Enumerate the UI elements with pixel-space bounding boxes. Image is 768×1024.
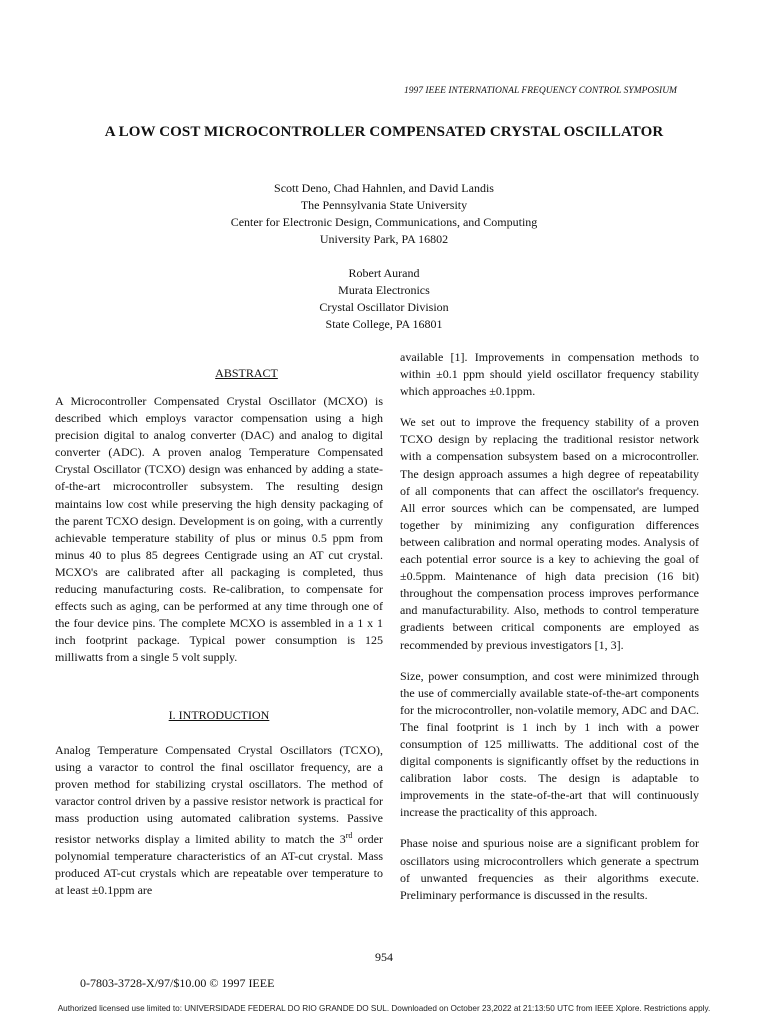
author-line: Scott Deno, Chad Hahnlen, and David Landis [274, 181, 494, 195]
paragraph: We set out to improve the frequency stability of a proven TCXO design by replacing the traditional resistor network with a compensation subsystem based on a microcontroller. The design approach assumes a high degree of repeatability of all components that can affect the oscillator's frequency. All error sources which can be compensated, are lumped together by minimizing any configuration differences between calibration and normal operating modes. Analysis of each potential error source is a key to achieving the goal of ±0.5ppm. Maintenance of high data precision (16 bit) throughout the compensation process improves performance and manufacturability. Also, methods to control temperature gradients between critical components are employed as recommended by previous investigators [1, 3]. [400, 415, 699, 652]
paragraph: available [1]. Improvements in compensation methods to within ±0.1 ppm should yield oscillator frequency stability which approaches ±0.1ppm. [400, 350, 699, 399]
license-footer: Authorized licensed use limited to: UNIVERSIDADE FEDERAL DO RIO GRANDE DO SUL. Downloaded on October 23,2022 at 21:13:50 UTC from IEEE Xplore. Restrictions apply. [57, 1004, 711, 1013]
introduction-heading: I. INTRODUCTION [168, 707, 270, 722]
conference-header: 1997 IEEE INTERNATIONAL FREQUENCY CONTROL SYMPOSIUM [404, 86, 677, 96]
right-column [400, 349, 699, 918]
copyright-line: 0-7803-3728-X/97/$10.00 © 1997 IEEE [80, 976, 275, 990]
affiliation-line: Murata Electronics [338, 283, 430, 297]
paper-title: A LOW COST MICROCONTROLLER COMPENSATED CRYSTAL OSCILLATOR [104, 124, 664, 140]
page-number: 954 [375, 950, 393, 964]
address-line: University Park, PA 16802 [319, 232, 449, 246]
introduction-text: Analog Temperature Compensated Crystal Oscillators (TCXO), using a varactor to control the final oscillator frequency, are a proven method for stabilizing crystal oscillators. The method of varactor control driven by a passive resistor network is practical for mass production using automated calibration systems. Passive resistor networks display a limited ability to match the 3rd order polynomial temperature characteristics of an AT-cut crystal. Mass produced AT-cut crystals which are repeatable over temperature to at least ±0.1ppm are [55, 742, 383, 898]
paragraph: Size, power consumption, and cost were minimized through the use of commercially available state-of-the-art components for the microcontroller, non-volatile memory, ADC and DAC. The final footprint is 1 inch by 1 inch with a power consumption of 125 milliwatts. The additional cost of the digital components is significantly offset by the reductions in calibration labor costs. The design is adaptable to improvements in the state-of-the-art that will continuously increase the practicality of this approach. [400, 668, 699, 820]
author-line: Robert Aurand [348, 266, 420, 280]
paragraph: Phase noise and spurious noise are a significant problem for oscillators using microcontrollers which generate a spectrum of unwanted frequencies as their algorithms execute. Preliminary performance is discussed in the results. [400, 836, 699, 902]
affiliation-line: Crystal Oscillator Division [319, 300, 449, 314]
abstract-heading: ABSTRACT [215, 366, 278, 380]
affiliation-line: The Pennsylvania State University [300, 198, 468, 212]
abstract-text: A Microcontroller Compensated Crystal Oscillator (MCXO) is described which employs varactor compensation using a high precision digital to analog converter (DAC) and analog to digital converter (ADC). A proven analog Temperature Compensated Crystal Oscillator (TCXO) design was enhanced by adding a state-of-the-art microcontroller subsystem. The resulting design maintains low cost while preserving the high density packaging of the parent TCXO design. Development is on going, with a currently achievable temperature stability of plus or minus 0.5 ppm from minus 40 to plus 85 degrees Centigrade using an AT cut crystal. MCXO's are calibrated after all packaging is completed, thus reducing manufacturing costs. Re-calibration, to compensate for effects such as aging, can be performed at any time through one of the four device pins. The complete MCXO is assembled in a 1 x 1 inch footprint package. Typical power consumption is 125 milliwatts from a single 5 volt supply. [55, 394, 383, 665]
affiliation-line: Center for Electronic Design, Communications, and Computing [230, 215, 538, 229]
author-block [0, 180, 768, 333]
left-column [55, 393, 383, 913]
address-line: State College, PA 16801 [325, 317, 443, 331]
